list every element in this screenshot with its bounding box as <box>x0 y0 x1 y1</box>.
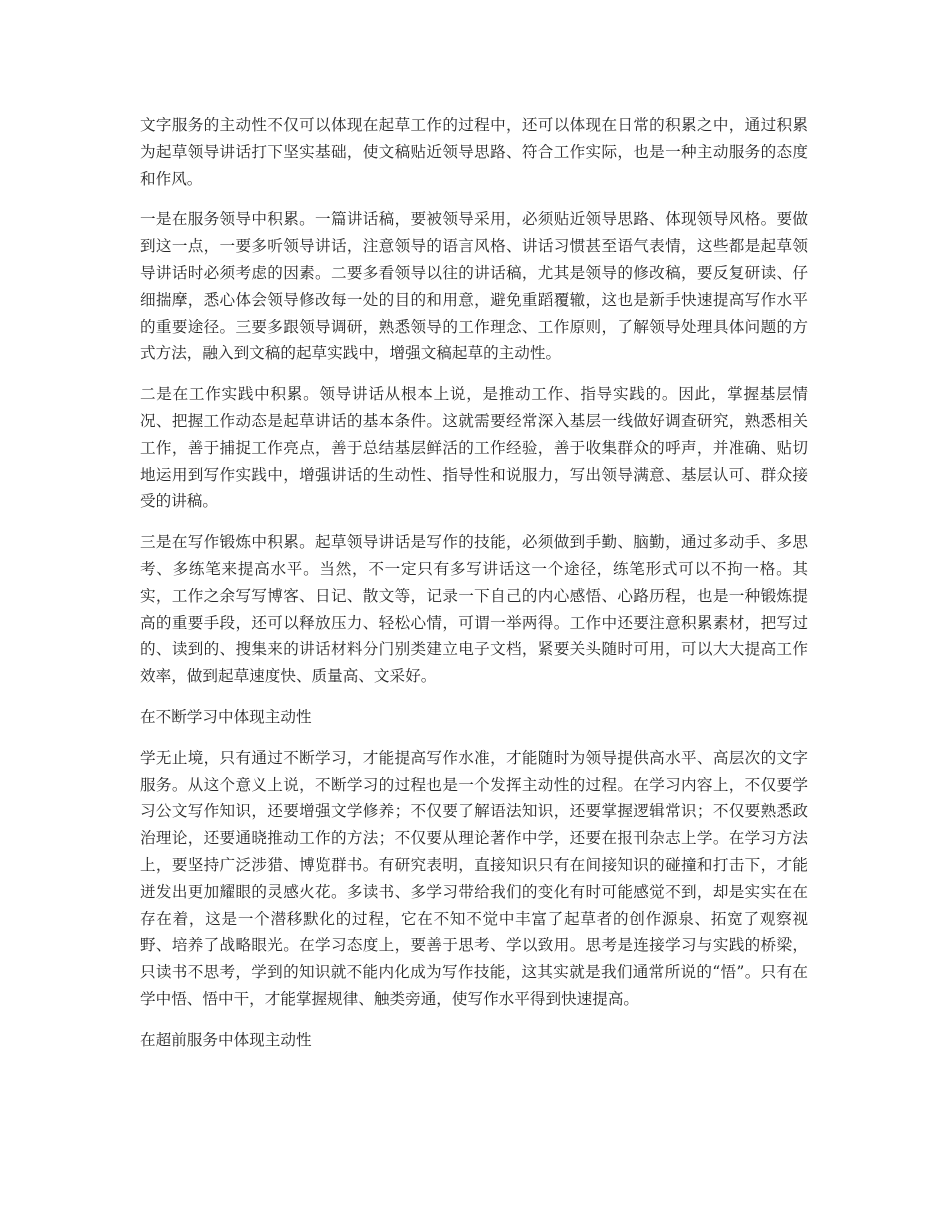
paragraph-accumulate-work-practice: 二是在工作实践中积累。领导讲话从根本上说，是推动工作、指导实践的。因此，掌握基层情况、把握工作动态是起草讲话的基本条件。这就需要经常深入基层一线做好调查研究，熟悉相关工作，善于捕捉工作亮点，善于总结基层鲜活的工作经验，善于收集群众的呼声，并准确、贴切地运用到写作实践中，增强讲话的生动性、指导性和说服力，写出领导满意、基层认可、群众接受的讲稿。 <box>140 385 808 511</box>
section-heading-continuous-learning: 在不断学习中体现主动性 <box>140 707 312 726</box>
paragraph-accumulate-serving-leaders: 一是在服务领导中积累。一篇讲话稿，要被领导采用，必须贴近领导思路、体现领导风格。要做到这一点，一要多听领导讲话，注意领导的语言风格、讲话习惯甚至语气表情，这些都是起草领导讲话时必须考虑的因素。二要多看领导以往的讲话稿，尤其是领导的修改稿，要反复研读、仔细揣摩，悉心体会领导修改每一处的目的和用意，避免重蹈覆辙，这也是新手快速提高写作水平的重要途径。三要多跟领导调研，熟悉领导的工作理念、工作原则，了解领导处理具体问题的方式方法，融入到文稿的起草实践中，增强文稿起草的主动性。 <box>140 210 808 363</box>
paragraph-continuous-learning: 学无止境，只有通过不断学习，才能提高写作水准，才能随时为领导提供高水平、高层次的文字服务。从这个意义上说，不断学习的过程也是一个发挥主动性的过程。在学习内容上，不仅要学习公文写作知识，还要增强文学修养；不仅要了解语法知识，还要掌握逻辑常识；不仅要熟悉政治理论，还要通晓推动工作的方法；不仅要从理论著作中学，还要在报刊杂志上学。在学习方法上，要坚持广泛涉猎、博览群书。有研究表明，直接知识只有在间接知识的碰撞和打击下，才能迸发出更加耀眼的灵感火花。多读书、多学习带给我们的变化有时可能感觉不到，却是实实在在存在着，这是一个潜移默化的过程，它在不知不觉中丰富了起草者的创作源泉、拓宽了观察视野、培养了战略眼光。在学习态度上，要善于思考、学以致用。思考是连接学习与实践的桥梁，只读书不思考，学到的知识就不能内化成为写作技能，这其实就是我们通常所说的“悟”。只有在学中悟、悟中干，才能掌握规律、触类旁通，使写作水平得到快速提高。 <box>140 748 808 1008</box>
section-heading-proactive-service: 在超前服务中体现主动性 <box>140 1030 312 1049</box>
intro-paragraph: 文字服务的主动性不仅可以体现在起草工作的过程中，还可以体现在日常的积累之中，通过积累为起草领导讲话打下坚实基础，使文稿贴近领导思路、符合工作实际，也是一种主动服务的态度和作风。 <box>140 116 808 188</box>
document-page <box>140 112 808 1068</box>
paragraph-accumulate-writing-practice: 三是在写作锻炼中积累。起草领导讲话是写作的技能，必须做到手勤、脑勤，通过多动手、多思考、多练笔来提高水平。当然，不一定只有多写讲话这一个途径，练笔形式可以不拘一格。其实，工作之余写写博客、日记、散文等，记录一下自己的内心感悟、心路历程，也是一种锻炼提高的重要手段，还可以释放压力、轻松心情，可谓一举两得。工作中还要注意积累素材，把写过的、读到的、搜集来的讲话材料分门别类建立电子文档，紧要关头随时可用，可以大大提高工作效率，做到起草速度快、质量高、文采好。 <box>140 533 808 686</box>
